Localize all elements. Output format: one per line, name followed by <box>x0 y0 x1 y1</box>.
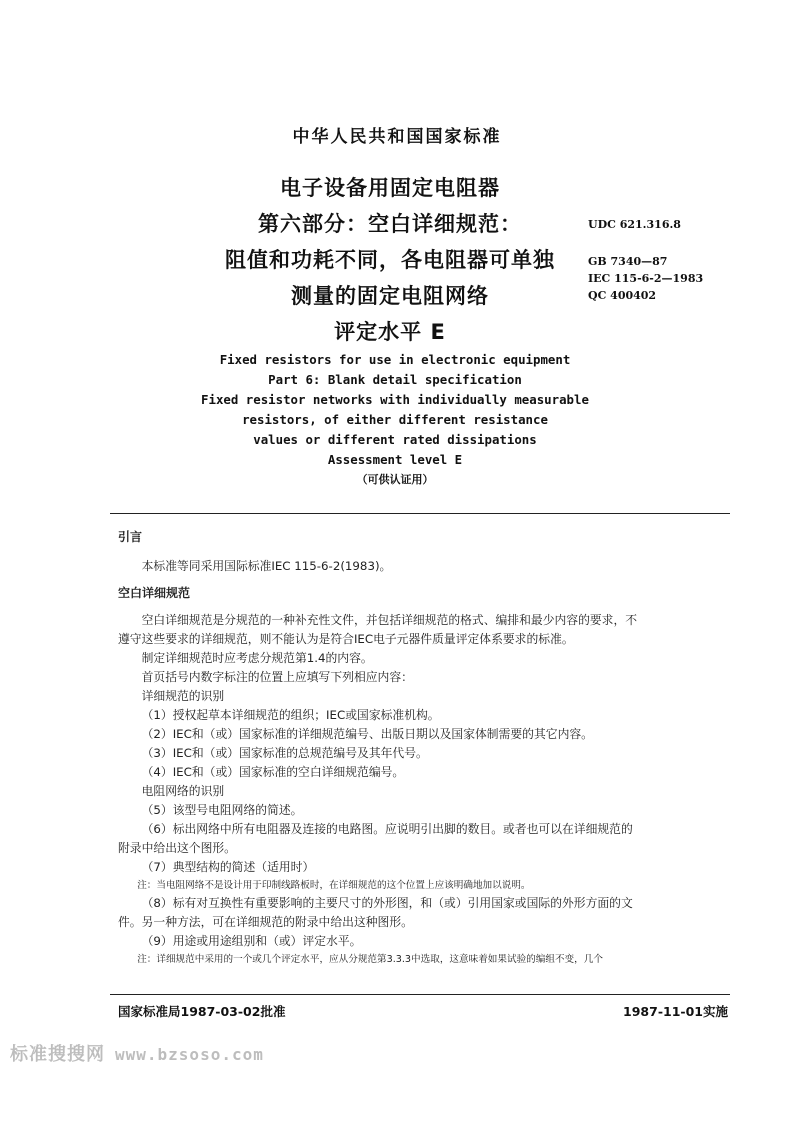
list-item: （2）IEC和（或）国家标准的详细规范编号、出版日期以及国家体制需要的其它内容。 <box>141 727 593 741</box>
list-item: （5）该型号电阻网络的简述。 <box>141 803 303 817</box>
english-title-line: Assessment level E <box>327 452 463 467</box>
list-item-continuation: 附录中给出这个图形。 <box>118 841 236 855</box>
subheading: 电阻网络的识别 <box>141 784 225 798</box>
list-item: （6）标出网络中所有电阻器及连接的电路图。应说明引出脚的数目。或者也可以在详细规范的 <box>141 822 633 836</box>
list-item-continuation: 件。另一种方法，可在详细规范的附录中给出这种图形。 <box>118 915 413 929</box>
classification-codes <box>588 216 788 304</box>
iec-code: IEC 115-6-2—1983 <box>588 272 704 285</box>
chinese-title-line: 评定水平 E <box>334 320 446 344</box>
list-item: （7）典型结构的简述（适用时） <box>141 860 315 874</box>
chinese-title-line: 电子设备用固定电阻器 <box>280 176 500 200</box>
paragraph: 制定详细规范时应考虑分规范第1.4的内容。 <box>141 651 373 665</box>
paragraph: 遵守这些要求的详细规范，则不能认为是符合IEC电子元器件质量评定体系要求的标准。 <box>118 632 574 646</box>
list-item: （3）IEC和（或）国家标准的总规范编号及其年代号。 <box>141 746 428 760</box>
note: 注：详细规范中采用的一个或几个评定水平，应从分规范第3.3.3中选取，这意味着如果试验的编组不变，几个 <box>137 954 603 965</box>
udc-code: UDC 621.316.8 <box>588 218 681 231</box>
paragraph: 本标准等同采用国际标准IEC 115-6-2(1983)。 <box>141 559 392 573</box>
list-item: （8）标有对互换性有重要影响的主要尺寸的外形图，和（或）引用国家或国际的外形方面的文 <box>141 896 633 910</box>
english-title-block <box>130 350 660 490</box>
bottom-divider <box>110 994 730 995</box>
chinese-title-line: 测量的固定电阻网络 <box>291 284 489 308</box>
certification-note: （可供认证用） <box>356 473 434 486</box>
list-item: （9）用途或用途组别和（或）评定水平。 <box>141 934 362 948</box>
qc-code: QC 400402 <box>588 289 657 302</box>
chinese-title-block <box>180 170 600 350</box>
english-title-line: Fixed resistors for use in electronic equipment <box>219 352 571 367</box>
section-heading-blank-spec: 空白详细规范 <box>118 586 191 600</box>
standard-header: 中华人民共和国国家标准 <box>292 127 502 147</box>
paragraph: 空白详细规范是分规范的一种补充性文件，并包括详细规范的格式、编排和最少内容的要求，不 <box>141 613 638 627</box>
implementation-date: 1987-11-01实施 <box>623 1004 728 1019</box>
subheading: 详细规范的识别 <box>141 689 225 703</box>
paragraph: 首页括号内数字标注的位置上应填写下列相应内容： <box>141 670 413 684</box>
approval-date: 国家标准局1987-03-02批准 <box>118 1004 286 1019</box>
section-heading-intro: 引言 <box>118 530 143 544</box>
watermark <box>10 1040 264 1066</box>
watermark-url: www.bzsoso.com <box>115 1045 264 1064</box>
english-title-line: resistors, of either different resistance <box>242 412 548 427</box>
english-title-line: Part 6: Blank detail specification <box>268 372 522 387</box>
english-title-line: values or different rated dissipations <box>253 432 537 447</box>
english-title-line: Fixed resistor networks with individually measurable <box>201 392 589 407</box>
note: 注：当电阻网络不是设计用于印制线路板时，在详细规范的这个位置上应该明确地加以说明。 <box>137 880 531 891</box>
chinese-title-line: 阻值和功耗不同，各电阻器可单独 <box>225 248 555 272</box>
watermark-name: 标准搜搜网 <box>10 1044 105 1065</box>
list-item: （1）授权起草本详细规范的组织；IEC或国家标准机构。 <box>141 708 440 722</box>
gb-code: GB 7340—87 <box>588 255 668 268</box>
top-divider <box>110 513 730 514</box>
chinese-title-line: 第六部分：空白详细规范： <box>258 212 522 236</box>
document-body <box>118 528 730 968</box>
list-item: （4）IEC和（或）国家标准的空白详细规范编号。 <box>141 765 405 779</box>
